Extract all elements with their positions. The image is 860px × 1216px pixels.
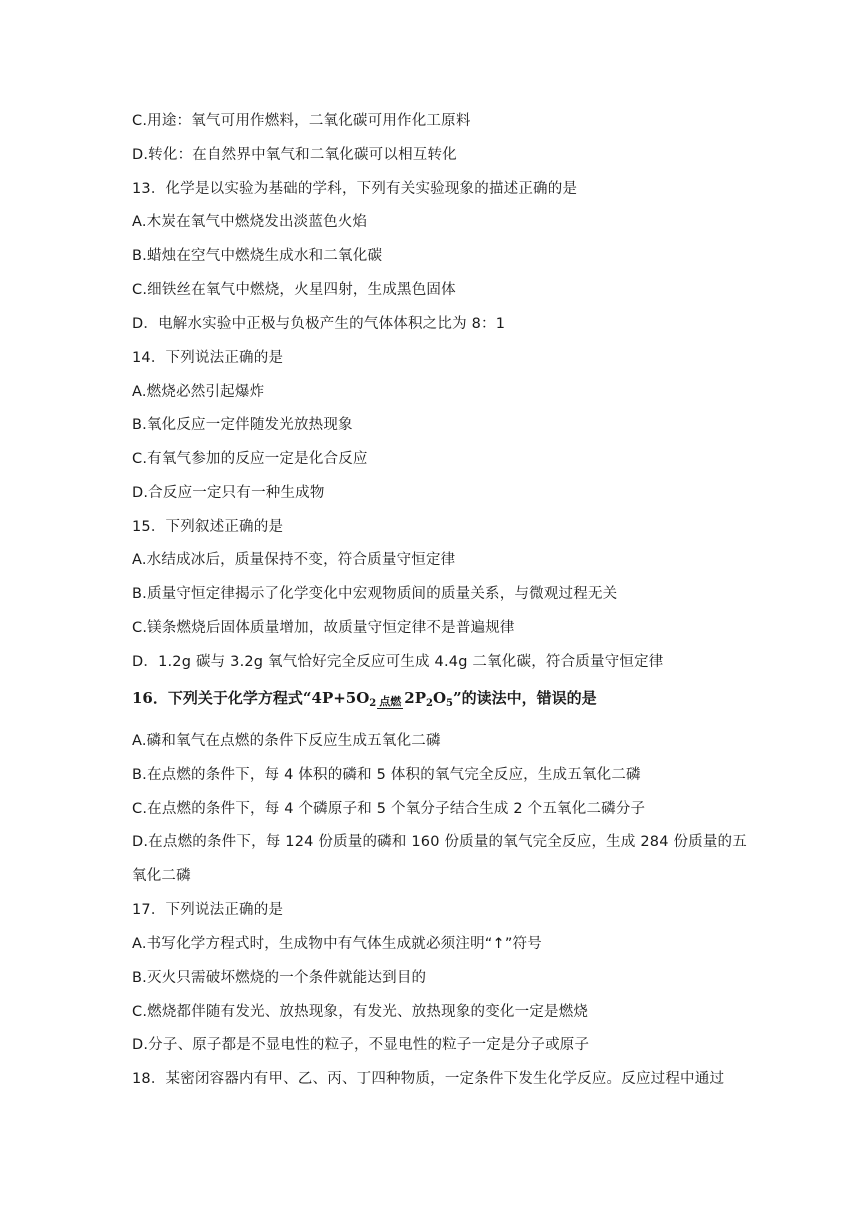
question-16-option-b: B.在点燃的条件下，每 4 体积的磷和 5 体积的氧气完全反应，生成五氧化二磷	[132, 767, 641, 783]
product-o: O	[432, 689, 447, 707]
question-15-option-d: D．1.2g 碳与 3.2g 氧气恰好完全反应可生成 4.4g 二氧化碳，符合质量守恒定律	[132, 654, 664, 670]
question-16-option-c: C.在点燃的条件下，每 4 个磷原子和 5 个氧分子结合生成 2 个五氧化二磷分子	[132, 801, 646, 817]
question-15-option-c: C.镁条燃烧后固体质量增加，故质量守恒定律不是普遍规律	[132, 620, 515, 636]
question-13-option-c: C.细铁丝在氧气中燃烧，火星四射，生成黑色固体	[132, 282, 456, 298]
question-14-stem: 14．下列说法正确的是	[132, 350, 284, 366]
question-15-stem: 15．下列叙述正确的是	[132, 519, 284, 535]
question-18-stem: 18．某密闭容器内有甲、乙、丙、丁四种物质，一定条件下发生化学反应。反应过程中通过	[132, 1071, 725, 1087]
question-13-option-a: A.木炭在氧气中燃烧发出淡蓝色火焰	[132, 214, 368, 230]
question-16-option-d-line1: D.在点燃的条件下，每 124 份质量的磷和 160 份质量的氧气完全反应，生成 284 份质量的五	[132, 834, 747, 850]
question-16-option-d-line2: 氧化二磷	[132, 868, 191, 884]
question-17-stem: 17．下列说法正确的是	[132, 902, 284, 918]
question-16-stem	[132, 688, 597, 712]
question-15-option-a: A.水结成冰后，质量保持不变，符合质量守恒定律	[132, 552, 456, 568]
option-c-uses: C.用途：氧气可用作燃料，二氧化碳可用作化工原料	[132, 113, 471, 129]
question-16-option-a: A.磷和氧气在点燃的条件下反应生成五氧化二磷	[132, 733, 441, 749]
option-d-conversion: D.转化：在自然界中氧气和二氧化碳可以相互转化	[132, 147, 457, 163]
question-15-option-b: B.质量守恒定律揭示了化学变化中宏观物质间的质量关系，与微观过程无关	[132, 586, 618, 602]
question-17-option-b: B.灭火只需破坏燃烧的一个条件就能达到目的	[132, 970, 427, 986]
o2-subscript: 2	[369, 698, 377, 709]
question-13-option-d: D．电解水实验中正极与负极产生的气体体积之比为 8：1	[132, 316, 506, 332]
question-14-option-b: B.氧化反应一定伴随发光放热现象	[132, 417, 353, 433]
product-p: 2P	[404, 689, 426, 707]
question-17-option-c: C.燃烧都伴随有发光、放热现象，有发光、放热现象的变化一定是燃烧	[132, 1004, 589, 1020]
reaction-arrow	[377, 696, 403, 712]
question-14-option-d: D.合反应一定只有一种生成物	[132, 485, 325, 501]
question-13-stem: 13．化学是以实验为基础的学科，下列有关实验现象的描述正确的是	[132, 181, 578, 197]
p-subscript: 2	[425, 698, 433, 709]
question-17-option-a: A.书写化学方程式时，生成物中有气体生成就必须注明“↑”符号	[132, 936, 542, 952]
question-13-option-b: B.蜡烛在空气中燃烧生成水和二氧化碳	[132, 248, 383, 264]
reaction-condition: 点燃	[379, 695, 402, 708]
question-14-option-c: C.有氧气参加的反应一定是化合反应	[132, 451, 368, 467]
question-17-option-d: D.分子、原子都是不显电性的粒子，不显电性的粒子一定是分子或原子	[132, 1037, 590, 1053]
question-14-option-a: A.燃烧必然引起爆炸	[132, 384, 265, 400]
o-subscript: 5	[446, 698, 453, 709]
q16-suffix: ”的读法中，错误的是	[453, 689, 597, 707]
q16-prefix: 16．下列关于化学方程式“4P+5O	[132, 689, 370, 707]
